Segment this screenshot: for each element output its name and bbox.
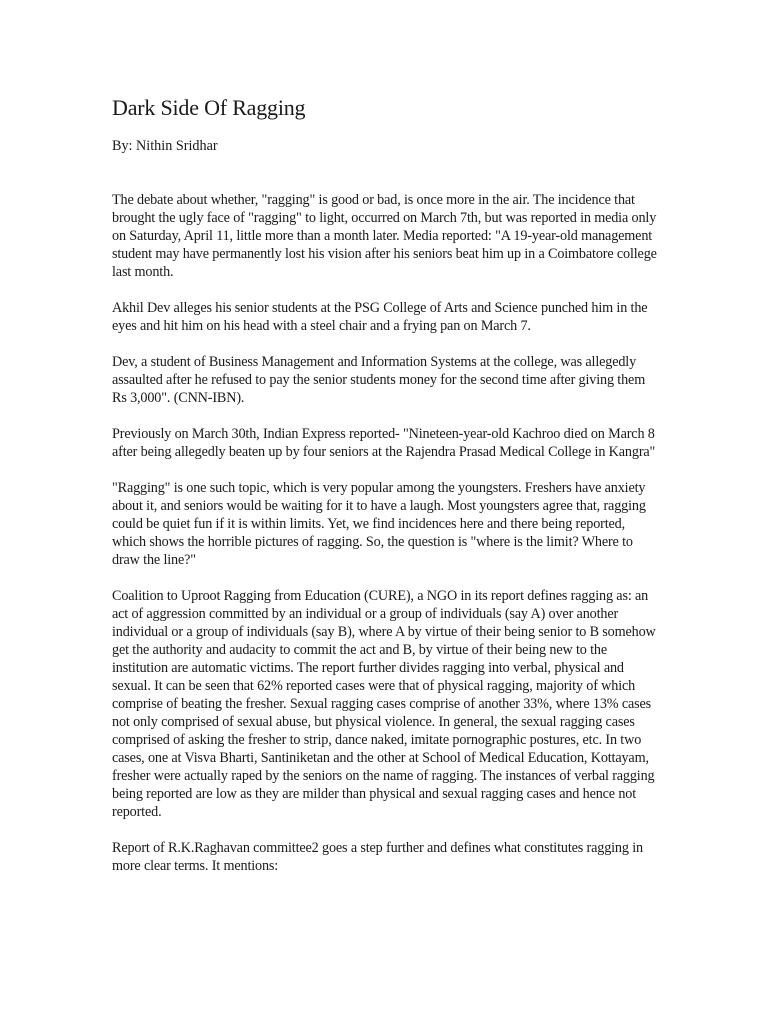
author-byline: By: Nithin Sridhar xyxy=(112,138,218,154)
document-page xyxy=(112,94,660,893)
paragraph-1: The debate about whether, "ragging" is good or bad, is once more in the air. The incidence that brought the ugly face of "ragging" to light, occurred on March 7th, but was reported in media only on Saturday, April 11, little more than a month later. Media reported: "A 19-year-old management student may have permanently lost his vision after his seniors beat him up in a Coimbatore college last month. xyxy=(112,192,657,280)
paragraph-7: Report of R.K.Raghavan committee2 goes a step further and defines what constitutes ragging in more clear terms. It mentions: xyxy=(112,840,643,874)
paragraph-5: "Ragging" is one such topic, which is very popular among the youngsters. Freshers have anxiety about it, and seniors would be waiting for it to have a laugh. Most youngsters agree that, ragging could be quiet fun if it is within limits. Yet, we find incidences here and there being reported, which shows the horrible pictures of ragging. So, the question is "where is the limit? Where to draw the line?" xyxy=(112,480,646,568)
paragraph-6: Coalition to Uproot Ragging from Education (CURE), a NGO in its report defines ragging as: an act of aggression committed by an individual or a group of individuals (say A) over another individual or a group of individuals (say B), where A by virtue of their being senior to B somehow get the authority and audacity to commit the act and B, by virtue of their being new to the institution are automatic victims. The report further divides ragging into verbal, physical and sexual. It can be seen that 62% reported cases were that of physical ragging, majority of which comprise of beating the fresher. Sexual ragging cases comprise of another 33%, where 13% cases not only comprised of sexual abuse, but physical violence. In general, the sexual ragging cases comprised of asking the fresher to strip, dance naked, imitate pornographic postures, etc. In two cases, one at Visva Bharti, Santiniketan and the other at School of Medical Education, Kottayam, fresher were actually raped by the seniors on the name of ragging. The instances of verbal ragging being reported are low as they are milder than physical and sexual ragging cases and hence not reported. xyxy=(112,588,656,820)
paragraph-3: Dev, a student of Business Management and Information Systems at the college, was allegedly assaulted after he refused to pay the senior students money for the second time after giving them Rs 3,000". (CNN-IBN). xyxy=(112,354,646,406)
paragraph-2: Akhil Dev alleges his senior students at the PSG College of Arts and Science punched him in the eyes and hit him on his head with a steel chair and a frying pan on March 7. xyxy=(112,300,648,334)
document-title: Dark Side Of Ragging xyxy=(112,95,306,120)
paragraph-4: Previously on March 30th, Indian Express reported- "Nineteen-year-old Kachroo died on March 8 after being allegedly beaten up by four seniors at the Rajendra Prasad Medical College in Kangra" xyxy=(112,426,656,460)
